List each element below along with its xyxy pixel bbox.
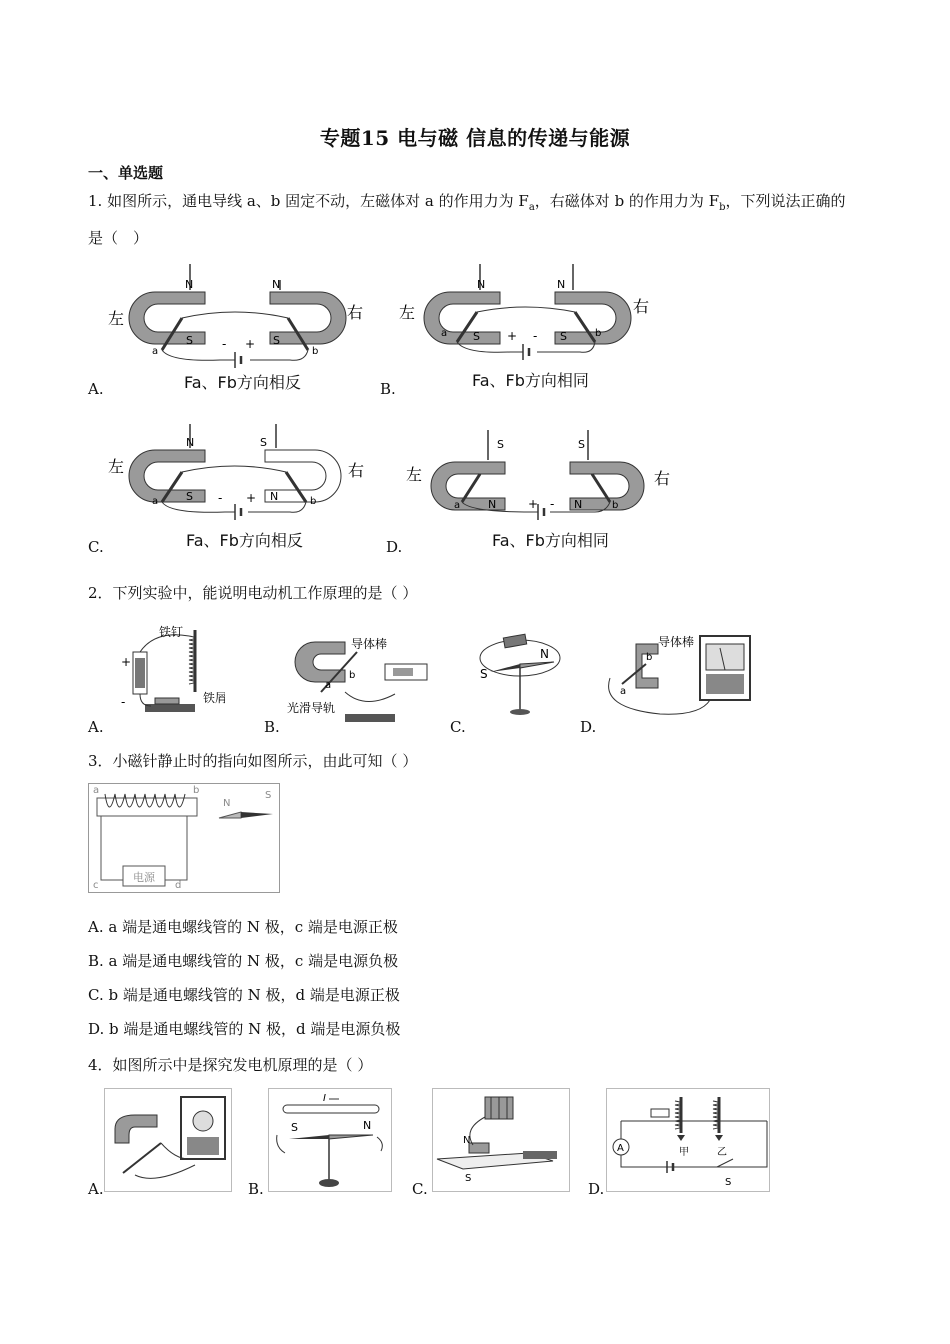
svg-text:导体棒: 导体棒 [658, 635, 695, 649]
svg-text:右: 右 [633, 297, 650, 316]
q3-option-a: A. a 端是通电螺线管的 N 极，c 端是电源正极 [88, 918, 398, 936]
svg-text:N: N [270, 490, 279, 503]
q4-figure-b-oersted [268, 1088, 392, 1192]
svg-text:-: - [121, 695, 126, 709]
svg-text:a: a [620, 686, 627, 697]
page-title: 专题15 电与磁 信息的传递与能源 [319, 126, 631, 150]
svg-text:N: N [186, 436, 195, 449]
q2-figure-b-rails [285, 632, 435, 728]
svg-text:S: S [260, 436, 267, 449]
q2-option-b-label: B. [264, 718, 280, 736]
q1-option-a-label: A. [88, 380, 104, 398]
svg-text:S: S [497, 438, 504, 451]
q3-option-b: B. a 端是通电螺线管的 N 极，c 端是电源负极 [88, 952, 399, 970]
svg-text:左: 左 [108, 309, 125, 328]
svg-text:I: I [323, 1093, 326, 1104]
svg-text:+: + [507, 329, 518, 343]
q3-figure-solenoid [88, 783, 280, 893]
q1-option-d-label: D. [386, 538, 403, 556]
svg-text:A: A [617, 1143, 624, 1154]
svg-text:N: N [488, 498, 497, 511]
svg-text:-: - [218, 491, 223, 505]
svg-text:N: N [272, 278, 281, 291]
svg-text:左: 左 [108, 457, 125, 476]
svg-text:乙: 乙 [717, 1147, 727, 1158]
svg-text:N: N [557, 278, 566, 291]
q2-figure-a-electromagnet [115, 622, 225, 722]
svg-text:电源: 电源 [133, 871, 155, 884]
question-3-text: 3．小磁针静止时的指向如图所示，由此可知（ ） [88, 752, 418, 770]
svg-text:N: N [540, 647, 549, 661]
svg-text:S: S [480, 667, 488, 681]
svg-text:a: a [454, 500, 461, 511]
svg-text:-: - [550, 497, 555, 511]
svg-text:b: b [646, 652, 653, 663]
svg-text:b: b [193, 785, 200, 796]
svg-text:+: + [528, 497, 539, 511]
svg-text:a: a [441, 328, 448, 339]
svg-text:b: b [312, 346, 319, 357]
svg-text:b: b [612, 500, 619, 511]
svg-text:右: 右 [654, 469, 671, 488]
svg-text:S: S [265, 790, 272, 801]
svg-text:-: - [533, 329, 538, 343]
svg-text:左: 左 [406, 465, 423, 484]
q1-option-d-caption: Fa、Fb方向相同 [492, 531, 609, 550]
q4-figure-c-rails [432, 1088, 570, 1192]
q1-option-b-label: B. [380, 380, 396, 398]
svg-text:+: + [245, 337, 256, 351]
svg-text:N: N [185, 278, 194, 291]
svg-text:+: + [121, 655, 132, 669]
svg-text:a: a [152, 346, 159, 357]
q4-option-c-label: C. [412, 1180, 428, 1198]
q1-option-c-label: C. [88, 538, 104, 556]
question-1-text: 1. 如图所示，通电导线 a、b 固定不动，左磁体对 a 的作用力为 $F_a$，右磁体对 b 的作用力为 $F_b$，下列说法正确的 是（ ） [88, 192, 846, 247]
svg-text:b: b [595, 328, 602, 339]
q4-figure-a-galvanometer [104, 1088, 232, 1192]
svg-text:N: N [223, 798, 231, 809]
svg-text:甲: 甲 [679, 1147, 689, 1158]
svg-text:铁钉: 铁钉 [159, 625, 184, 639]
svg-text:S: S [186, 490, 193, 503]
svg-text:a: a [325, 680, 332, 691]
q1-option-a-caption: Fa、Fb方向相反 [184, 373, 301, 392]
section-heading: 一、单选题 [88, 164, 164, 182]
q1-option-c-caption: Fa、Fb方向相反 [186, 531, 303, 550]
q2-option-a-label: A. [88, 718, 104, 736]
svg-text:S: S [291, 1121, 298, 1134]
svg-text:S: S [725, 1177, 732, 1188]
q4-option-d-label: D. [588, 1180, 605, 1198]
q1-option-b-caption: Fa、Fb方向相同 [472, 371, 589, 390]
svg-text:S: S [473, 330, 480, 343]
svg-text:N: N [463, 1135, 471, 1146]
svg-text:a: a [93, 785, 100, 796]
q3-option-c: C. b 端是通电螺线管的 N 极，d 端是电源正极 [88, 986, 400, 1004]
svg-text:左: 左 [399, 303, 416, 322]
q2-figure-d-galvanometer [600, 632, 760, 722]
svg-text:-: - [222, 337, 227, 351]
svg-text:导体棒: 导体棒 [351, 637, 388, 651]
question-4-text: 4．如图所示中是探究发电机原理的是（ ） [88, 1056, 373, 1074]
svg-text:S: S [186, 334, 193, 347]
svg-text:右: 右 [348, 461, 365, 480]
q2-option-d-label: D. [580, 718, 597, 736]
q4-figure-d-electromagnets [606, 1088, 770, 1192]
svg-text:S: S [560, 330, 567, 343]
svg-text:N: N [574, 498, 583, 511]
svg-text:a: a [152, 496, 159, 507]
svg-text:N: N [477, 278, 486, 291]
svg-text:N: N [363, 1119, 372, 1132]
svg-text:S: S [465, 1173, 472, 1184]
svg-text:b: b [310, 496, 317, 507]
question-2-text: 2．下列实验中，能说明电动机工作原理的是（ ） [88, 584, 418, 602]
q4-option-b-label: B. [248, 1180, 264, 1198]
svg-text:c: c [93, 880, 99, 891]
svg-text:b: b [349, 670, 356, 681]
svg-text:d: d [175, 880, 182, 891]
svg-text:S: S [273, 334, 280, 347]
svg-text:光滑导轨: 光滑导轨 [287, 701, 336, 715]
svg-text:+: + [246, 491, 257, 505]
q2-figure-c-compass [470, 622, 570, 722]
svg-text:S: S [578, 438, 585, 451]
q2-option-c-label: C. [450, 718, 466, 736]
q3-option-d: D. b 端是通电螺线管的 N 极，d 端是电源负极 [88, 1020, 401, 1038]
svg-text:铁屑: 铁屑 [203, 691, 225, 705]
svg-text:右: 右 [347, 303, 364, 322]
q4-option-a-label: A. [88, 1180, 104, 1198]
